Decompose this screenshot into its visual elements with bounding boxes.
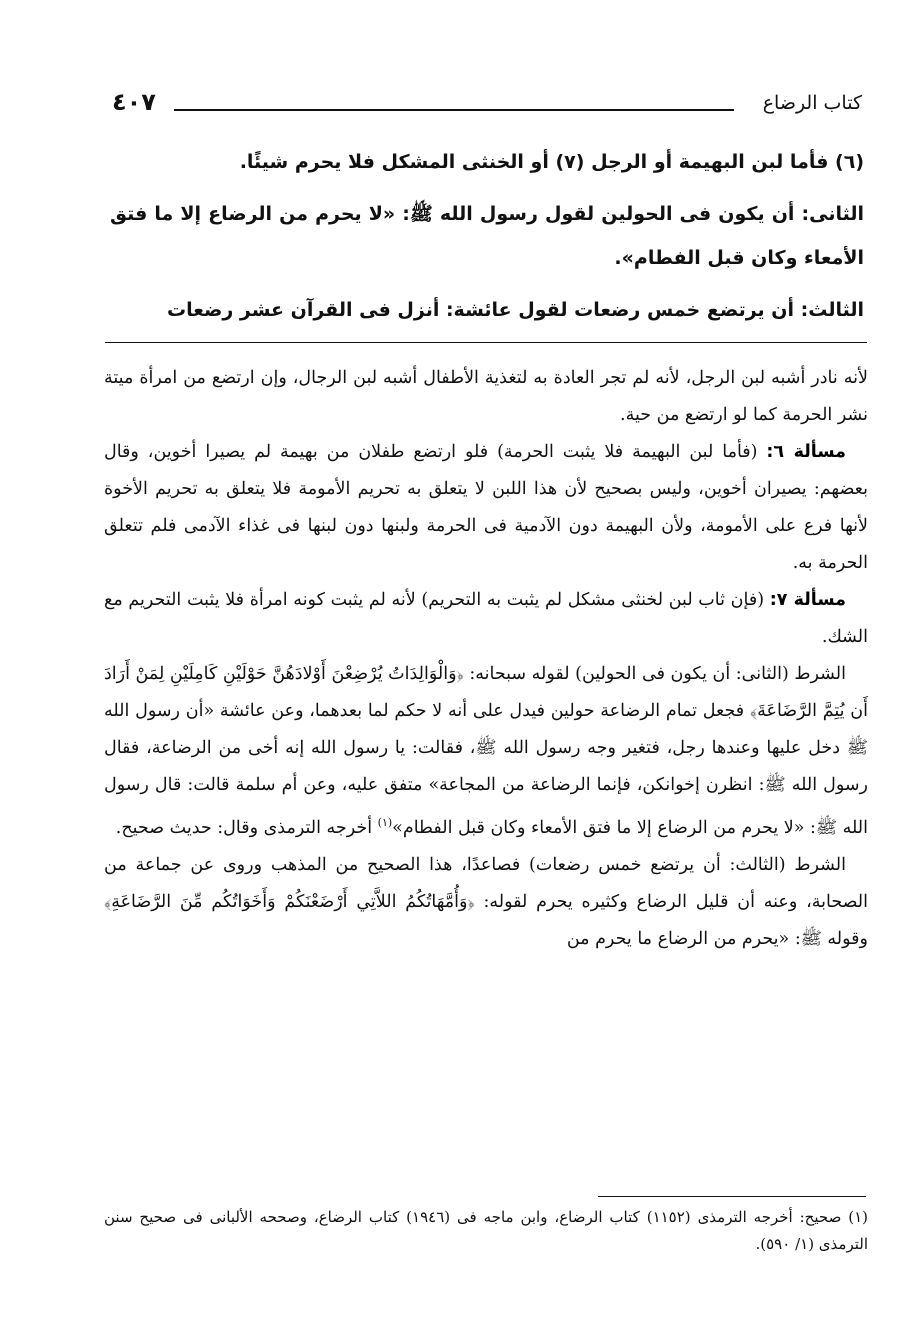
- shart-3-body: وقوله ﷺ: «يحرم من الرضاع ما يحرم من: [566, 928, 868, 949]
- shart-2-body: فجعل تمام الرضاعة حولين فيدل على أنه لا حكم لما بعدهما، وعن عائشة «أن رسول الله ﷺ دخل عليها وعندها رجل، فتغير وجه رسول الله ﷺ، فقالت: يا رسول الله إنه أخى من الرضاعة، فقال رسول الله ﷺ: انظرن إخوانكن، فإنما الرضاعة من المجاعة» متفق عليه، وعن أم سلمة قالت: قال رسول الله ﷺ: «لا يحرم من الرضاع إلا ما فتق الأمعاء وكان قبل الفطام»: [104, 701, 868, 838]
- matn-text: [110, 140, 864, 340]
- page-header: [112, 88, 862, 128]
- masala-7-label: مسألة ٧:: [769, 590, 846, 610]
- matn-line-6: (٦) فأما لبن البهيمة أو الرجل (٧) أو الخنثى المشكل فلا يحرم شيئًا.: [239, 151, 864, 173]
- commentary-text: [104, 360, 868, 958]
- commentary-paragraph-1: لأنه نادر أشبه لبن الرجل، لأنه لم تجر العادة به لتغذية الأطفال أشبه لبن الرجال، وإن ارتضع من امرأة ميتة نشر الحرمة كما لو ارتضع من حية.: [104, 368, 868, 425]
- page-number: ٤٠٧: [112, 88, 156, 116]
- running-title: كتاب الرضاع: [762, 92, 862, 114]
- shart-2-quran-verse: ﴿وَالْوَالِدَاتُ يُرْضِعْنَ أَوْلادَهُنَّ حَوْلَيْنِ كَامِلَيْنِ لِمَنْ أَرَادَ أَن يُتِمَّ الرَّضَاعَةَ﴾: [104, 664, 868, 721]
- masala-7-text: (فإن ثاب لبن لخنثى مشكل لم يثبت به التحريم) لأنه لم يثبت كونه امرأة فلا يثبت التحريم مع الشك.: [104, 590, 868, 647]
- section-divider: [105, 342, 867, 343]
- shart-3-quran-verse: ﴿وَأُمَّهَاتُكُمُ اللاَّتِي أَرْضَعْنَكُمْ وَأَخَوَاتُكُم مِّنَ الرَّضَاعَةِ﴾: [104, 891, 475, 912]
- footnotes: [104, 1204, 868, 1258]
- shart-3-intro: الشرط (الثالث: أن يرتضع خمس رضعات) فصاعدًا، هذا الصحيح من المذهب وروى عن جماعة من الصحابة، وعنه أن قليل الرضاع وكثيره يحرم لقوله:: [104, 854, 869, 912]
- matn-second-condition: الثانى: أن يكون فى الحولين لقول رسول الله ﷺ: «لا يحرم من الرضاع إلا ما فتق الأمعاء وكان قبل الفطام».: [110, 203, 864, 269]
- masala-7-paragraph: [104, 582, 868, 656]
- footnote-1: (١) صحيح: أخرجه الترمذى (١١٥٢) كتاب الرضاع، وابن ماجه فى (١٩٤٦) كتاب الرضاع، وصححه الألبانى فى صحيح سنن الترمذى (١/ ٥٩٠).: [104, 1208, 869, 1253]
- masala-6-label: مسألة ٦:: [766, 442, 846, 462]
- shart-2-end: أخرجه الترمذى وقال: حديث صحيح.: [115, 817, 378, 838]
- shart-2-intro: الشرط (الثانى: أن يكون فى الحولين) لقوله سبحانه:: [463, 664, 846, 684]
- shart-2-paragraph: [104, 656, 868, 847]
- masala-6-paragraph: [104, 434, 868, 582]
- footnote-ref-1[interactable]: (١): [377, 816, 393, 829]
- matn-third-condition: الثالث: أن يرتضع خمس رضعات لقول عائشة: أنزل فى القرآن عشر رضعات: [167, 299, 864, 321]
- shart-3-paragraph: [104, 847, 868, 958]
- header-rule: [174, 109, 734, 111]
- footnote-divider: [598, 1196, 866, 1197]
- masala-6-text: (فأما لبن البهيمة فلا يثبت الحرمة) فلو ارتضع طفلان من بهيمة لم يصيرا أخوين، وقال بعضهم: يصيران أخوين، وليس بصحيح لأن هذا اللبن لا يتعلق به تحريم الأمومة فلا يتعلق به تحريم الأخوة لأنها فرع على الأمومة، ولأن البهيمة دون الآدمية فى الحرمة ولبنها دون لبنها فى غذاء الآدمى فلم تتعلق الحرمة به.: [104, 442, 868, 573]
